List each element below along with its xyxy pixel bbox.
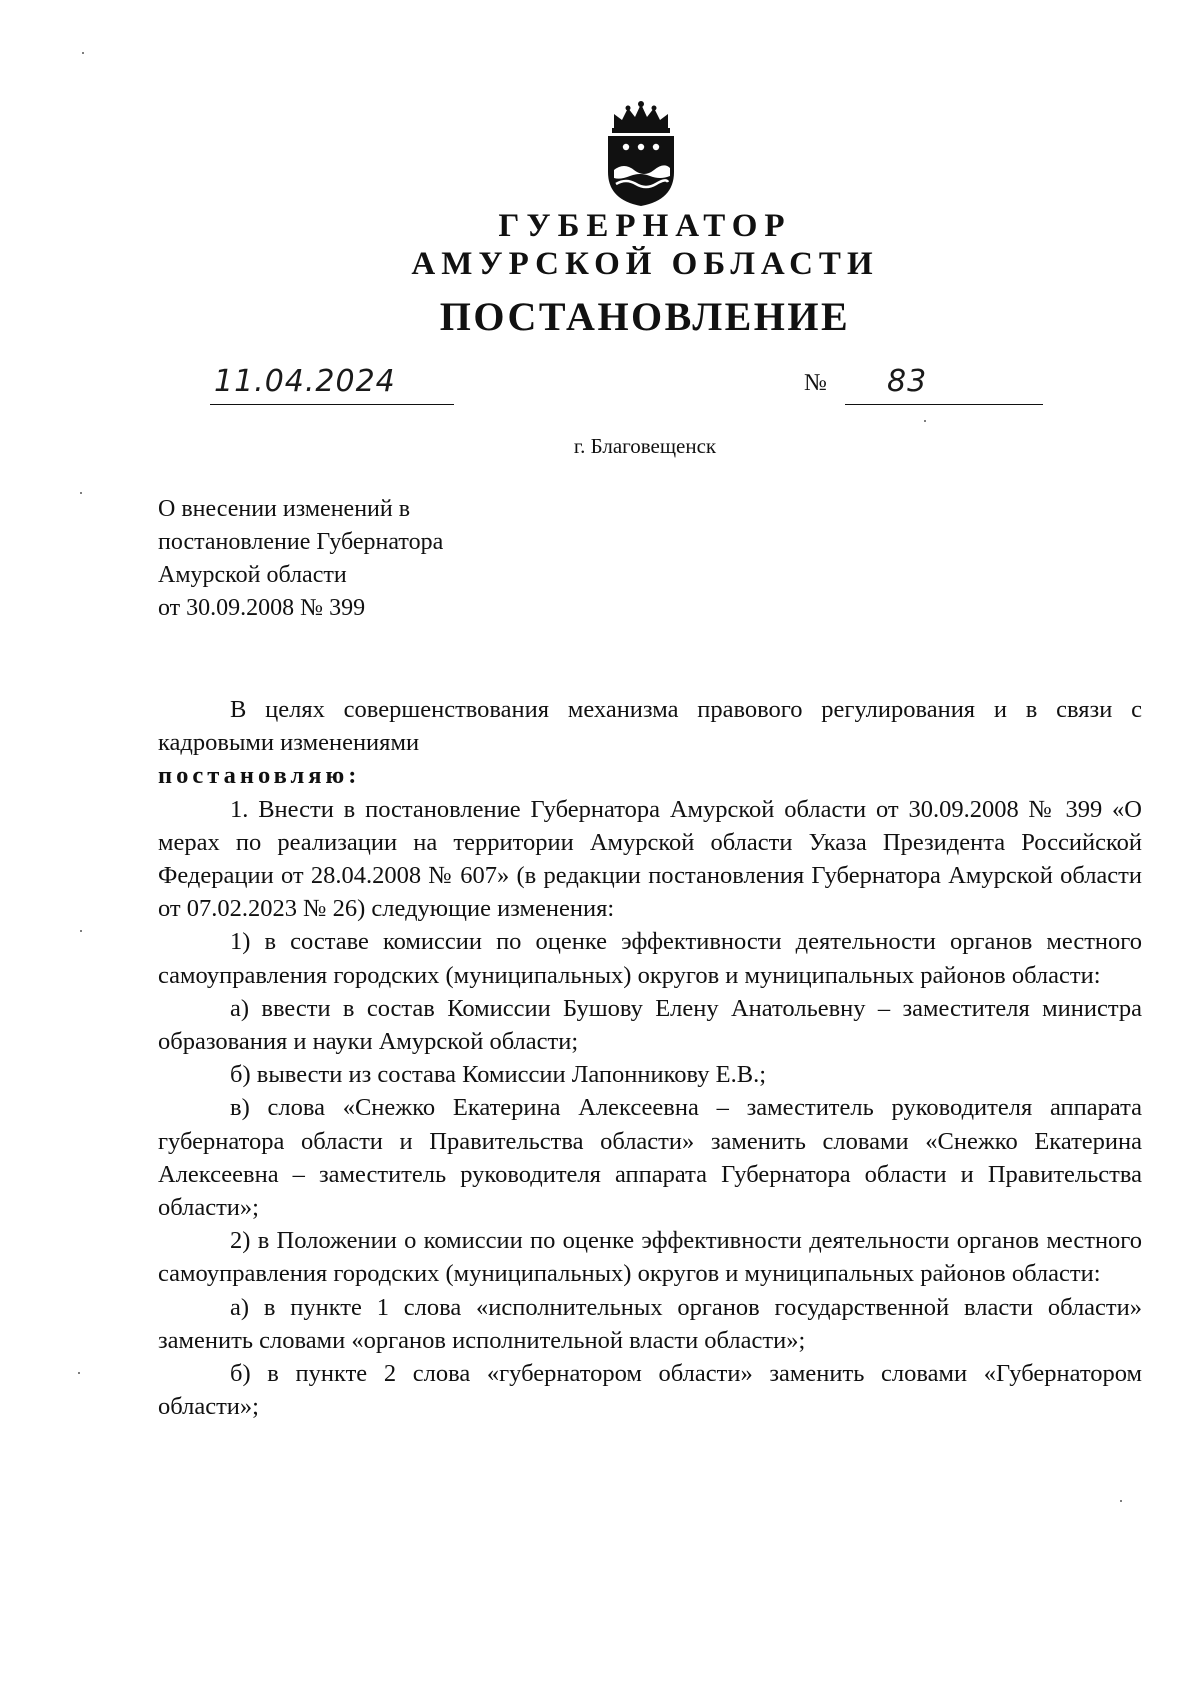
scan-speck bbox=[80, 930, 82, 932]
paragraph-1-1-c: в) слова «Снежко Екатерина Алексеевна – заместитель руководителя аппарата губернатора области и Правительства области» заменить словами «Снежко Екатерина Алексеевна – заместитель руководителя аппарата Губернатора области и Правительства области»; bbox=[158, 1094, 1142, 1222]
subject-line: О внесении изменений в bbox=[158, 496, 411, 522]
paragraph-1-2: 2) в Положении о комиссии по оценке эффективности деятельности органов местного самоуправления городских (муниципальных) округов и муниципальных районов области: bbox=[158, 1227, 1142, 1288]
region-title: АМУРСКОЙ ОБЛАСТИ bbox=[411, 246, 879, 282]
document-body bbox=[158, 693, 1142, 1423]
subject-line: постановление Губернатора bbox=[158, 529, 444, 555]
paragraph-1: 1. Внести в постановление Губернатора Амурской области от 30.09.2008 № 399 «О мерах по реализации на территории Амурской области Указа Президента Российской Федерации от 28.04.2008 № 607» (в редакции постановления Губернатора Амурской области от 07.02.2023 № 26) следующие изменения: bbox=[158, 795, 1142, 923]
city-line: г. Благовещенск bbox=[573, 434, 717, 458]
paragraph-1-1-a: а) ввести в состав Комиссии Бушову Елену Анатольевну – заместителя министра образования и науки Амурской области; bbox=[158, 994, 1142, 1056]
paragraph-1-1: 1) в составе комиссии по оценке эффективности деятельности органов местного самоуправления городских (муниципальных) округов и муниципальных районов области: bbox=[158, 928, 1142, 989]
scan-speck bbox=[80, 492, 82, 494]
number-field bbox=[845, 366, 1043, 405]
subject-line: Амурской области bbox=[158, 562, 347, 588]
document-type-title: ПОСТАНОВЛЕНИЕ bbox=[439, 294, 851, 339]
scan-speck bbox=[1120, 1500, 1122, 1502]
paragraph-1-2-a: а) в пункте 1 слова «исполнительных органов государственной власти области» заменить словами «органов исполнительной власти области»; bbox=[158, 1293, 1142, 1354]
authority-title: ГУБЕРНАТОР bbox=[498, 208, 792, 244]
decree-word: постановляю: bbox=[158, 762, 361, 790]
coat-of-arms-emblem bbox=[600, 100, 682, 208]
subject-block bbox=[158, 493, 443, 625]
scan-speck bbox=[924, 420, 926, 422]
date-field bbox=[210, 366, 454, 405]
paragraph-1-2-b: б) в пункте 2 слова «губернатором области» заменить словами «Губернатором области»; bbox=[158, 1360, 1142, 1421]
scan-speck bbox=[82, 52, 84, 54]
handwritten-number: 83 bbox=[887, 364, 928, 399]
preamble-paragraph: В целях совершенствования механизма правового регулирования и в связи с кадровыми изменениями bbox=[158, 696, 1142, 757]
scan-speck bbox=[78, 1372, 80, 1374]
paragraph-1-1-b: б) вывести из состава Комиссии Лапонникову Е.В.; bbox=[230, 1061, 767, 1089]
number-sign: № bbox=[804, 370, 827, 396]
subject-line: от 30.09.2008 № 399 bbox=[158, 595, 366, 621]
handwritten-date: 11.04.2024 bbox=[214, 364, 396, 399]
